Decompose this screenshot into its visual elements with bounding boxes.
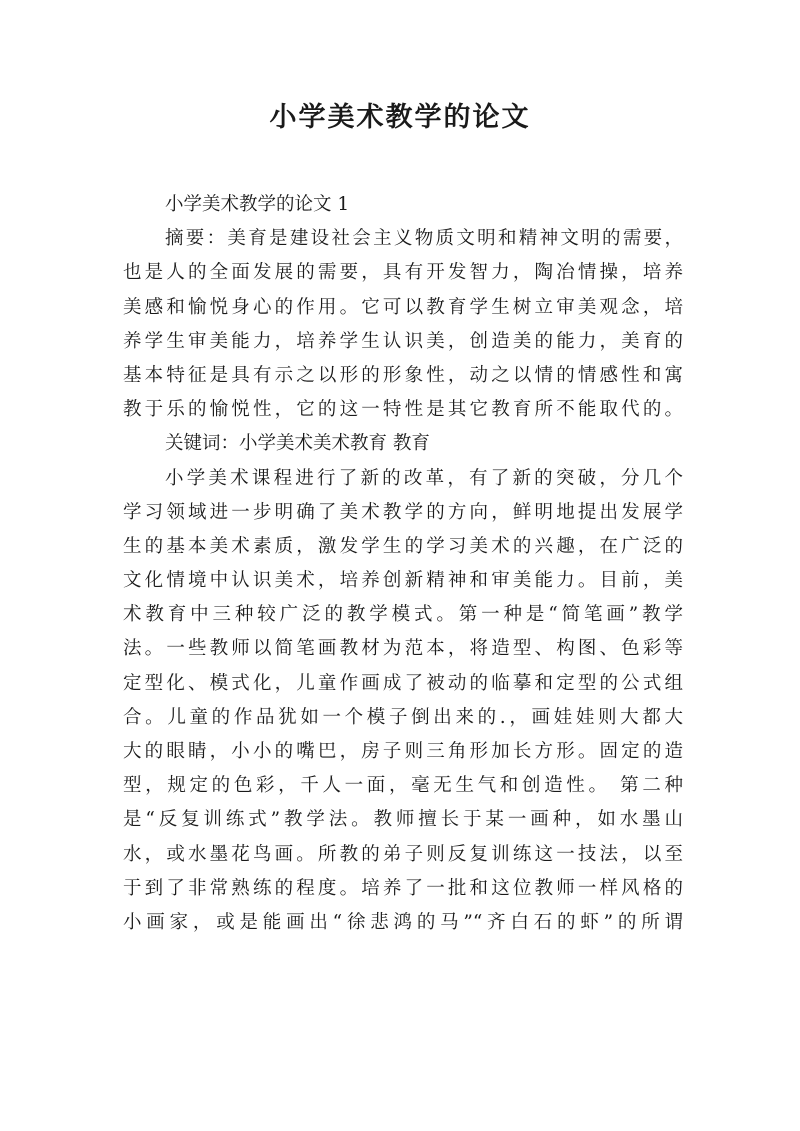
body-line: 也是人的全面发展的需要，具有开发智力，陶冶情操，培养 <box>123 262 683 284</box>
body-line: 合。儿童的作品犹如一个模子倒出来的.，画娃娃则大都大 <box>123 706 683 728</box>
body-line: 型，规定的色彩，千人一面，毫无生气和创造性。 第二种 <box>123 775 683 797</box>
body-line: 养学生审美能力，培养学生认识美，创造美的能力，美育的 <box>123 330 683 352</box>
body-line: 大的眼睛，小小的嘴巴，房子则三角形加长方形。固定的造 <box>123 741 683 762</box>
body-line: 摘要：美育是建设社会主义物质文明和精神文明的需要， <box>165 228 683 250</box>
body-line: 小学美术教学的论文 1 <box>165 194 350 215</box>
body-line: 法。一些教师以简笔画教材为范本，将造型、构图、色彩等 <box>123 638 683 660</box>
document-body <box>123 188 683 940</box>
body-line: 是“反复训练式”教学法。教师擅长于某一画种，如水墨山 <box>123 809 683 831</box>
body-line: 定型化、模式化，儿童作画成了被动的临摹和定型的公式组 <box>123 672 683 694</box>
body-line: 于到了非常熟练的程度。培养了一批和这位教师一样风格的 <box>123 877 683 899</box>
body-line: 小学美术课程进行了新的改革，有了新的突破，分几个 <box>165 467 683 489</box>
body-line: 学习领域进一步明确了美术教学的方向，鲜明地提出发展学 <box>123 501 683 523</box>
document-title: 小学美术教学的论文 <box>269 102 531 133</box>
body-line: 水，或水墨花鸟画。所教的弟子则反复训练这一技法，以至 <box>123 843 683 865</box>
body-line: 基本特征是具有示之以形的形象性，动之以情的情感性和寓 <box>123 364 683 386</box>
body-line: 文化情境中认识美术，培养创新精神和审美能力。目前，美 <box>123 570 683 592</box>
body-line: 教于乐的愉悦性，它的这一特性是其它教育所不能取代的。 <box>123 399 683 421</box>
body-line: 关键词：小学美术美术教育 教育 <box>165 433 430 455</box>
body-line: 美感和愉悦身心的作用。它可以教育学生树立审美观念，培 <box>123 296 683 318</box>
body-line: 术教育中三种较广泛的教学模式。第一种是“简笔画”教学 <box>123 604 683 626</box>
body-line: 小画家，或是能画出“徐悲鸿的马”“齐白石的虾”的所谓 <box>123 911 683 933</box>
body-line: 生的基本美术素质，激发学生的学习美术的兴趣，在广泛的 <box>123 535 683 557</box>
